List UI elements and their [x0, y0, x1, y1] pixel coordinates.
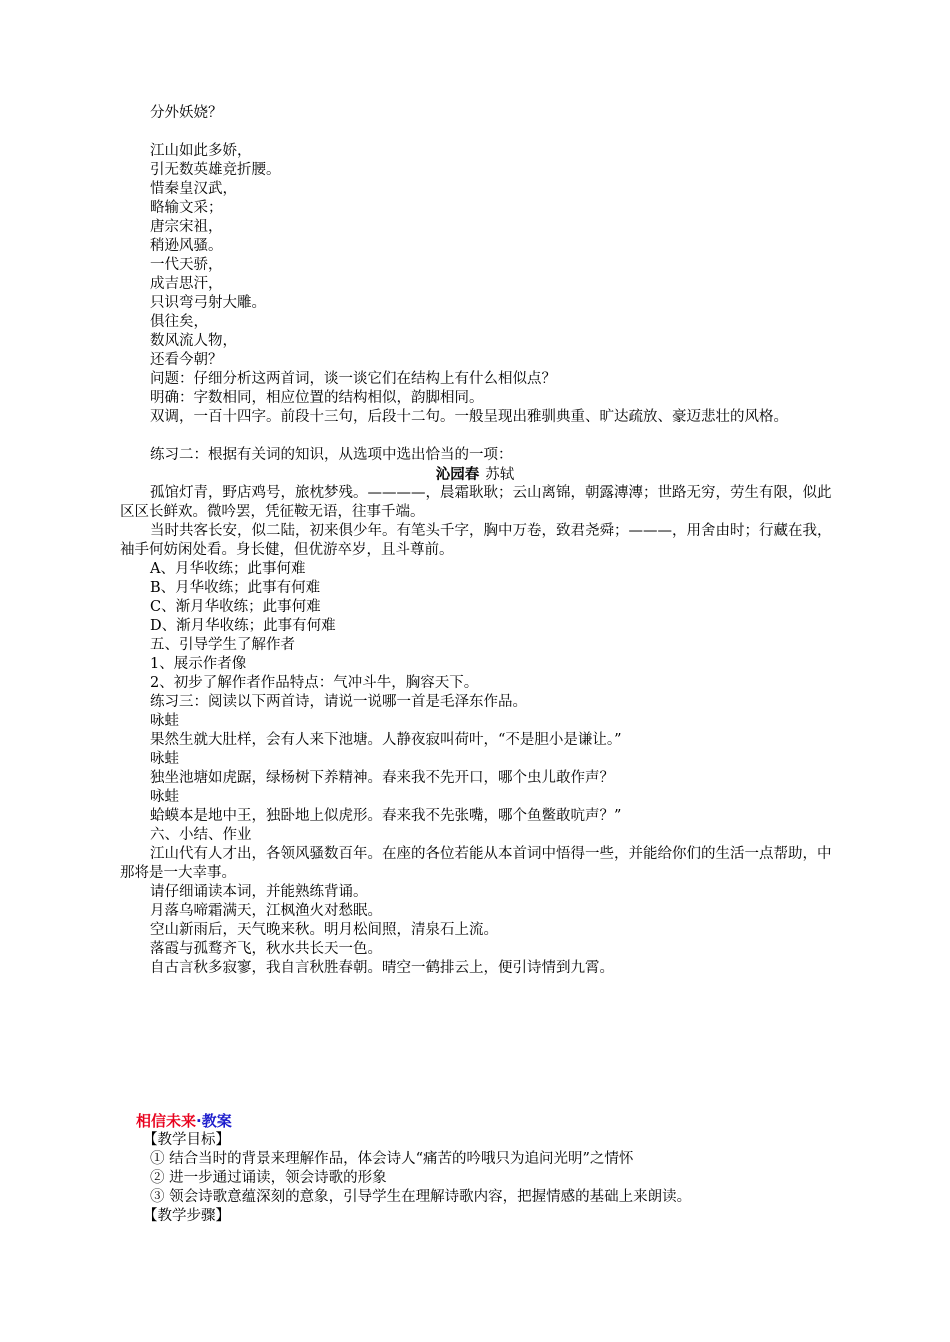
poem-line: 略输文采；	[150, 200, 223, 216]
lesson-goal-item: ③ 领会诗歌意蕴深刻的意象，引导学生在理解诗歌内容，把握情感的基础上来朗读。	[150, 1189, 692, 1205]
lesson-header-red: 相信未来	[136, 1112, 197, 1130]
option-a: A、月华收练；此事何难	[150, 561, 306, 577]
poem-line: 独坐池塘如虎踞，绿杨树下养精神。春来我不先开口，哪个虫儿敢作声？	[150, 770, 614, 786]
option-d: D、渐月华收练；此事有何难	[150, 618, 336, 634]
question-text: 问题：仔细分析这两首词，谈一谈它们在结构上有什么相似点？	[150, 371, 556, 387]
option-c: C、渐月华收练；此事何难	[150, 599, 321, 615]
poem-paragraph: 当时共客长安，似二陆，初来俱少年。有笔头千字，胸中万卷，致君尧舜；———，用舍由时；行藏在我，袖手何妨闲处看。身长健，但优游卒岁，且斗尊前。	[120, 523, 832, 558]
poem-line: 稍逊风骚。	[150, 238, 223, 254]
poem-line: 落霞与孤鹜齐飞，秋水共长天一色。	[150, 941, 382, 957]
poem-line: 俱往矣，	[150, 314, 208, 330]
poem-heading: 咏蛙	[150, 713, 179, 729]
section-heading: 六、小结、作业	[150, 827, 252, 843]
poem-line: 自古言秋多寂寥，我自言秋胜春朝。晴空一鹤排云上，便引诗情到九霄。	[150, 960, 614, 976]
poem-heading: 咏蛙	[150, 789, 179, 805]
poem-heading: 咏蛙	[150, 751, 179, 767]
poem-author: 苏轼	[485, 467, 515, 483]
poem-title-text: 沁园春	[435, 466, 480, 483]
poem-line: 一代天骄，	[150, 257, 223, 273]
lesson-goal-heading: 【教学目标】	[143, 1132, 230, 1148]
text-line: 分外妖娆？	[150, 105, 223, 121]
lesson-header-blue: 教案	[201, 1112, 232, 1130]
answer-text: 明确：字数相同，相应位置的结构相似，韵脚相同。	[150, 390, 484, 406]
style-description: 双调，一百十四字。前段十三句，后段十二句。一般呈现出雅驯典重、旷达疏放、豪迈悲壮的风格。	[150, 409, 788, 425]
poem-line: 惜秦皇汉武，	[150, 181, 237, 197]
poem-line: 月落乌啼霜满天，江枫渔火对愁眠。	[150, 903, 382, 919]
homework-text: 请仔细诵读本词，并能熟练背诵。	[150, 884, 368, 900]
exercise-three-prompt: 练习三：阅读以下两首诗，请说一说哪一首是毛泽东作品。	[150, 694, 527, 710]
lesson-goal-item: ② 进一步通过诵读，领会诗歌的形象	[150, 1170, 387, 1186]
exercise-two-prompt: 练习二：根据有关词的知识，从选项中选出恰当的一项：	[150, 447, 513, 463]
lesson-header-dot: ·	[196, 1112, 202, 1130]
poem-line: 成吉思汗，	[150, 276, 223, 292]
poem-line: 江山如此多娇，	[150, 143, 252, 159]
poem-title	[0, 465, 950, 485]
text-line: 1、展示作者像	[150, 656, 247, 672]
text-line: 2、初步了解作者作品特点：气冲斗牛，胸容天下。	[150, 675, 479, 691]
lesson-header	[136, 1112, 232, 1132]
poem-line: 只识弯弓射大雕。	[150, 295, 266, 311]
poem-paragraph: 孤馆灯青，野店鸡号，旅枕梦残。————，晨霜耿耿；云山离锦，朝露漙漙；世路无穷，劳生有限，似此区区长鲜欢。微吟罢，凭征鞍无语，往事千端。	[120, 485, 832, 520]
poem-line: 唐宗宋祖，	[150, 219, 223, 235]
section-heading: 五、引导学生了解作者	[150, 637, 295, 653]
lesson-steps-heading: 【教学步骤】	[143, 1208, 230, 1224]
lesson-goal-item: ① 结合当时的背景来理解作品，体会诗人“痛苦的吟哦只为追问光明”之情怀	[150, 1151, 634, 1167]
poem-line: 果然生就大肚样，会有人来下池塘。人静夜寂叫荷叶，“不是胆小是谦让。”	[150, 732, 622, 748]
poem-line: 数风流人物，	[150, 333, 237, 349]
poem-line: 空山新雨后，天气晚来秋。明月松间照，清泉石上流。	[150, 922, 498, 938]
poem-line: 蛤蟆本是地中王，独卧地上似虎形。春来我不先张嘴，哪个鱼鳖敢吭声？”	[150, 808, 622, 824]
summary-paragraph: 江山代有人才出，各领风骚数百年。在座的各位若能从本首词中悟得一些，并能给你们的生活一点帮助，中那将是一大幸事。	[120, 846, 832, 881]
option-b: B、月华收练；此事有何难	[150, 580, 321, 596]
poem-line: 还看今朝？	[150, 352, 223, 368]
poem-line: 引无数英雄竞折腰。	[150, 162, 281, 178]
